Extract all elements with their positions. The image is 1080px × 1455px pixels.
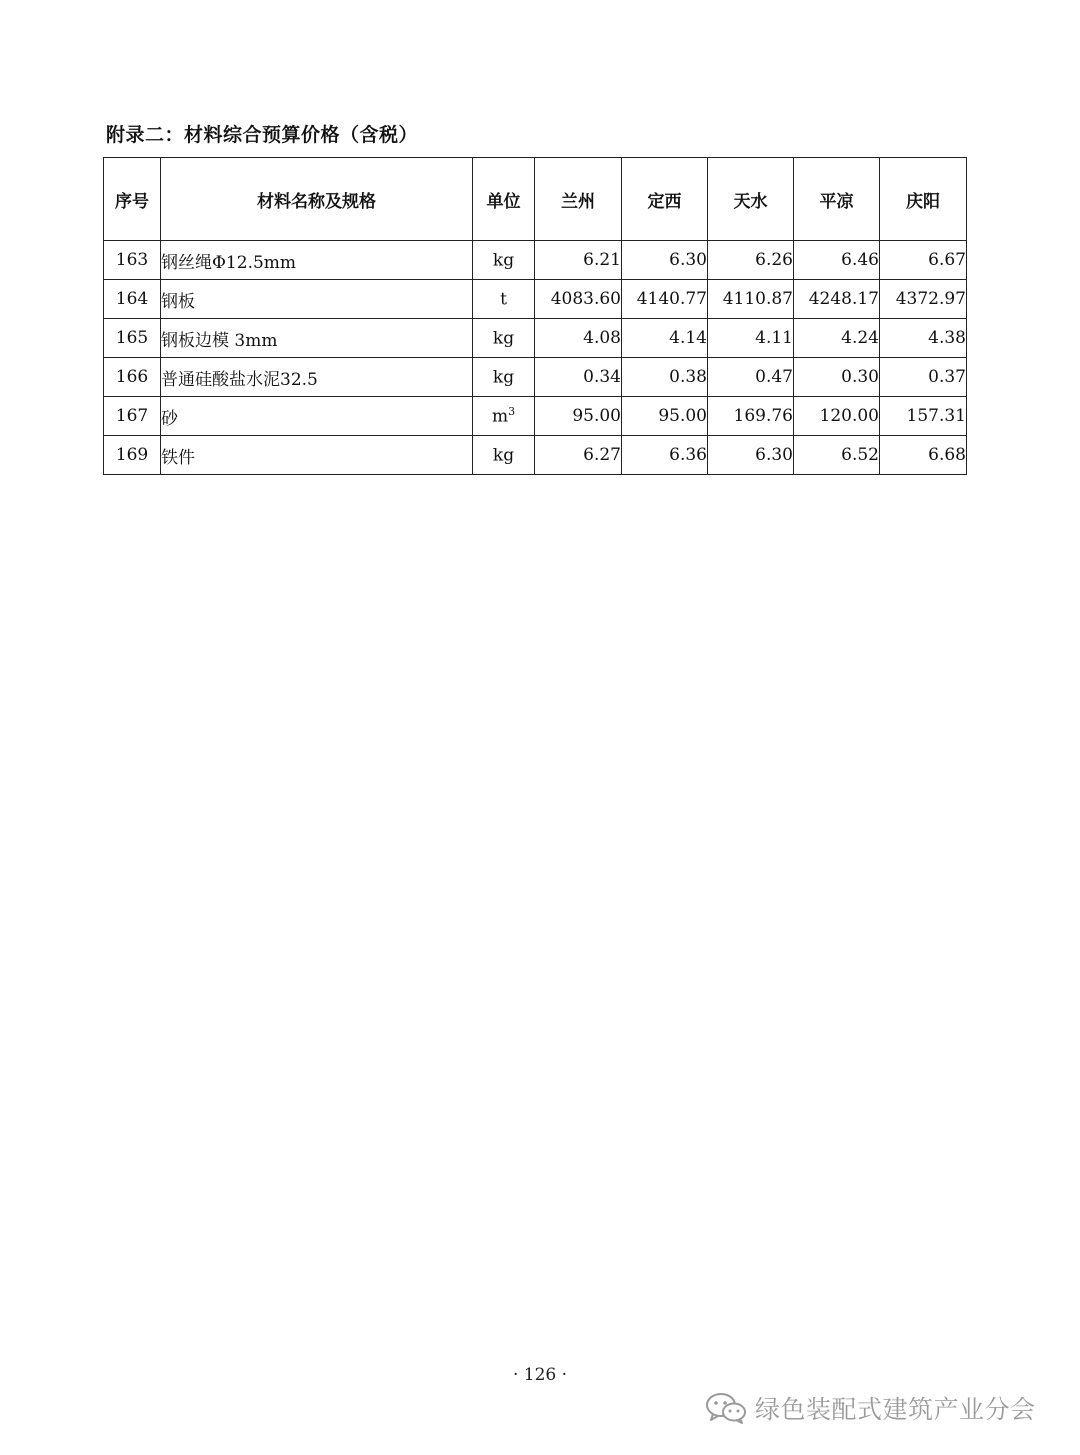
material-price-table xyxy=(103,157,967,475)
wechat-watermark xyxy=(705,1386,1036,1430)
row-no: 169 xyxy=(104,436,161,475)
price-dingxi: 6.36 xyxy=(622,436,708,475)
header-name: 材料名称及规格 xyxy=(161,158,473,241)
price-lanzhou: 4.08 xyxy=(535,319,622,358)
row-name: 钢丝绳Φ12.5mm xyxy=(161,241,473,280)
row-name: 钢板 xyxy=(161,280,473,319)
price-qingyang: 4372.97 xyxy=(880,280,967,319)
price-lanzhou: 0.34 xyxy=(535,358,622,397)
price-lanzhou: 6.27 xyxy=(535,436,622,475)
price-pingliang: 120.00 xyxy=(794,397,880,436)
price-qingyang: 4.38 xyxy=(880,319,967,358)
price-tianshui: 6.30 xyxy=(708,436,794,475)
header-city-lanzhou: 兰州 xyxy=(535,158,622,241)
price-pingliang: 0.30 xyxy=(794,358,880,397)
price-qingyang: 6.68 xyxy=(880,436,967,475)
price-lanzhou: 4083.60 xyxy=(535,280,622,319)
unit-text: kg xyxy=(492,445,515,466)
row-no: 167 xyxy=(104,397,161,436)
unit-text: kg xyxy=(492,250,515,271)
price-tianshui: 0.47 xyxy=(708,358,794,397)
price-dingxi: 0.38 xyxy=(622,358,708,397)
price-qingyang: 157.31 xyxy=(880,397,967,436)
table-row xyxy=(104,358,967,397)
row-unit xyxy=(473,319,535,358)
price-lanzhou: 6.21 xyxy=(535,241,622,280)
row-no: 164 xyxy=(104,280,161,319)
table-row xyxy=(104,319,967,358)
price-lanzhou: 95.00 xyxy=(535,397,622,436)
header-city-tianshui: 天水 xyxy=(708,158,794,241)
row-name: 铁件 xyxy=(161,436,473,475)
row-unit xyxy=(473,397,535,436)
unit-text: m xyxy=(491,406,509,427)
header-unit: 单位 xyxy=(473,158,535,241)
row-name: 普通硅酸盐水泥32.5 xyxy=(161,358,473,397)
row-no: 165 xyxy=(104,319,161,358)
price-dingxi: 4.14 xyxy=(622,319,708,358)
row-unit xyxy=(473,280,535,319)
table-row xyxy=(104,436,967,475)
row-no: 163 xyxy=(104,241,161,280)
unit-text: kg xyxy=(492,367,515,388)
row-name: 钢板边模 3mm xyxy=(161,319,473,358)
unit-text: t xyxy=(500,289,507,310)
price-pingliang: 6.52 xyxy=(794,436,880,475)
row-unit xyxy=(473,436,535,475)
price-tianshui: 169.76 xyxy=(708,397,794,436)
unit-text: kg xyxy=(492,328,515,349)
price-dingxi: 95.00 xyxy=(622,397,708,436)
table-header-row xyxy=(104,158,967,241)
price-pingliang: 4248.17 xyxy=(794,280,880,319)
appendix-heading: 附录二：材料综合预算价格（含税） xyxy=(106,124,419,146)
row-no: 166 xyxy=(104,358,161,397)
price-dingxi: 4140.77 xyxy=(622,280,708,319)
price-qingyang: 0.37 xyxy=(880,358,967,397)
price-tianshui: 4110.87 xyxy=(708,280,794,319)
price-tianshui: 6.26 xyxy=(708,241,794,280)
price-qingyang: 6.67 xyxy=(880,241,967,280)
row-name: 砂 xyxy=(161,397,473,436)
table-row xyxy=(104,280,967,319)
header-no: 序号 xyxy=(104,158,161,241)
price-dingxi: 6.30 xyxy=(622,241,708,280)
table-row xyxy=(104,241,967,280)
price-pingliang: 4.24 xyxy=(794,319,880,358)
header-city-pingliang: 平凉 xyxy=(794,158,880,241)
table-row xyxy=(104,397,967,436)
header-city-qingyang: 庆阳 xyxy=(880,158,967,241)
wechat-icon xyxy=(705,1391,747,1425)
row-unit xyxy=(473,241,535,280)
page-number: · 126 · xyxy=(512,1365,568,1385)
price-tianshui: 4.11 xyxy=(708,319,794,358)
row-unit xyxy=(473,358,535,397)
price-pingliang: 6.46 xyxy=(794,241,880,280)
unit-superscript: 3 xyxy=(508,405,516,419)
watermark-text: 绿色装配式建筑产业分会 xyxy=(755,1395,1036,1424)
header-city-dingxi: 定西 xyxy=(622,158,708,241)
